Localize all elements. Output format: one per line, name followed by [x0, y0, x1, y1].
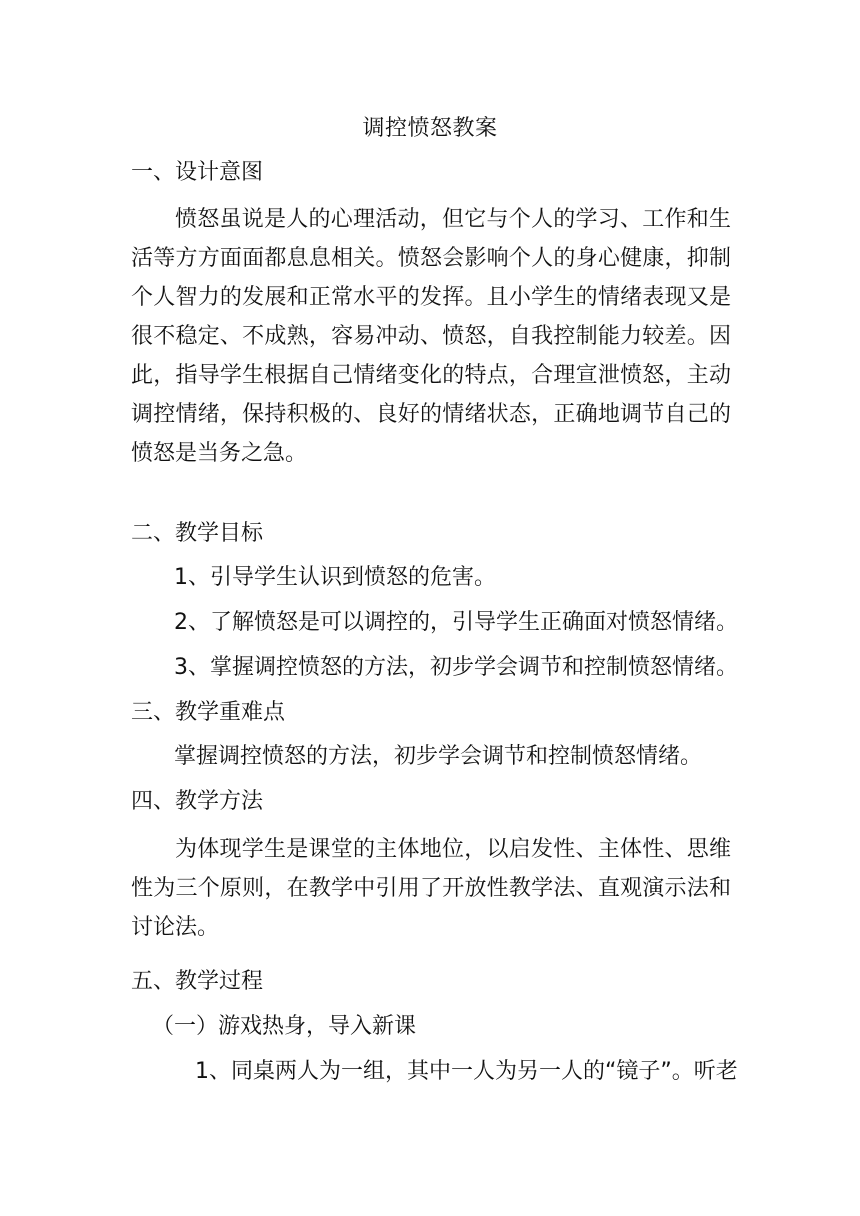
section-heading-key-points: 三、教学重难点 [131, 700, 286, 725]
teaching-process-step-1: 1、同桌两人为一组，其中一人为另一人的“镜子”。听老 [195, 1059, 738, 1084]
section-heading-design-intent: 一、设计意图 [131, 160, 264, 185]
section-heading-teaching-process: 五、教学过程 [131, 969, 264, 994]
teaching-goal-item-3: 3、掌握调控愤怒的方法，初步学会调节和控制愤怒情绪。 [174, 655, 738, 680]
teaching-methods-paragraph: 为体现学生是课堂的主体地位，以启发性、主体性、思维性为三个原则，在教学中引用了开放性教学法、直观演示法和讨论法。 [131, 837, 731, 940]
document-title: 调控愤怒教案 [362, 116, 498, 141]
design-intent-paragraph: 愤怒虽说是人的心理活动，但它与个人的学习、工作和生活等方方面面都息息相关。愤怒会影响个人的身心健康，抑制个人智力的发展和正常水平的发挥。且小学生的情绪表现又是很不稳定、不成熟，容易冲动、愤怒，自我控制能力较差。因此，指导学生根据自己情绪变化的特点，合理宣泄愤怒，主动调控情绪，保持积极的、良好的情绪状态，正确地调节自己的愤怒是当务之急。 [131, 207, 731, 466]
section-heading-teaching-goals: 二、教学目标 [131, 521, 264, 546]
teaching-goal-item-1: 1、引导学生认识到愤怒的危害。 [174, 565, 496, 590]
teaching-process-subheading: （一）游戏热身，导入新课 [152, 1014, 417, 1039]
section-heading-teaching-methods: 四、教学方法 [131, 789, 264, 814]
key-points-text: 掌握调控愤怒的方法，初步学会调节和控制愤怒情绪。 [174, 744, 703, 769]
teaching-goal-item-2: 2、了解愤怒是可以调控的，引导学生正确面对愤怒情绪。 [174, 610, 738, 635]
